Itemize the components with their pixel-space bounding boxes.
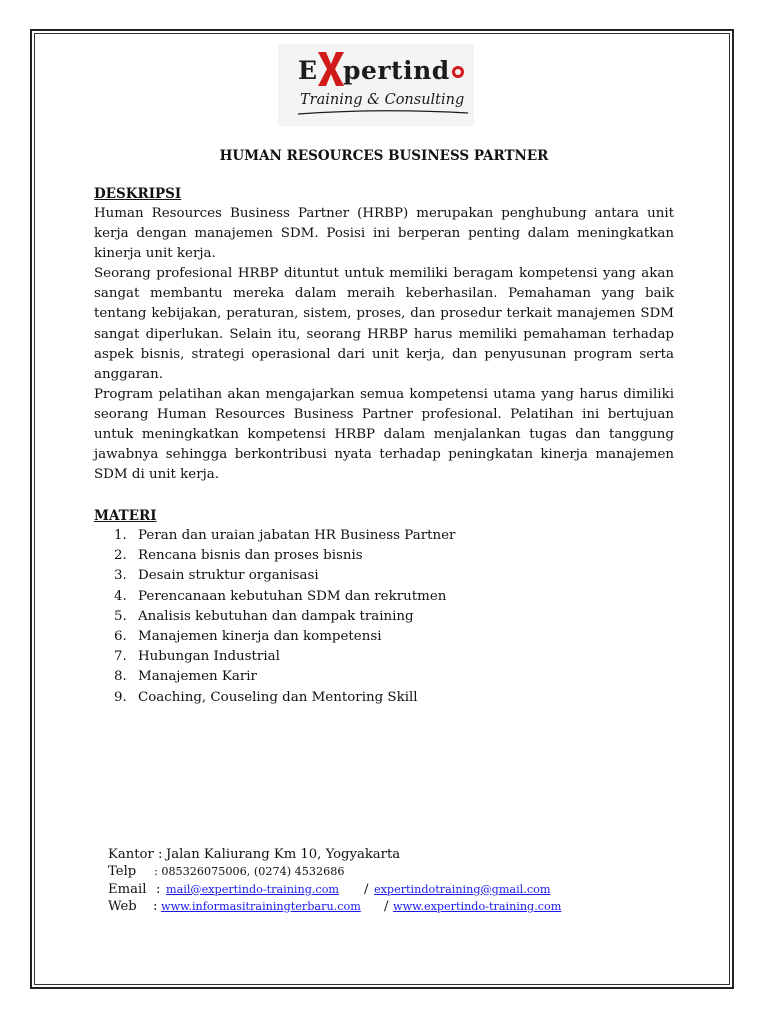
logo-red-x-icon [316,50,346,88]
kantor-value: Jalan Kaliurang Km 10, Yogyakarta [166,847,401,862]
logo-o-dot-icon [452,66,464,78]
web-link-informasi[interactable]: www.informasitrainingterbaru.com [161,899,361,913]
materi-item [94,546,455,566]
web-separator: / [384,898,389,914]
web-link-expertindo[interactable]: www.expertindo-training.com [393,899,562,913]
logo-swoosh-icon [298,108,468,118]
materi-text: Rencana bisnis dan proses bisnis [138,548,363,564]
materi-text: Perencanaan kebutuhan SDM dan rekrutmen [138,588,447,604]
materi-number: 3. [114,568,127,584]
email-separator: / [364,881,369,897]
materi-item [94,526,455,546]
materi-text: Peran dan uraian jabatan HR Business Partner [138,528,456,543]
logo-letter-e: E [298,56,318,85]
deskripsi-paragraph-3: Program pelatihan akan mengajarkan semua kompetensi utama yang harus dimiliki seorang Human Resources Business Partner profesional. Pelatihan ini bertujuan untuk meningkatkan kompetensi HRBP dalam menjalankan tugas dan tanggung jawabnya sehingga berkontribusi nyata terhadap peningkatan kinerja manajemen SDM di unit kerja. [94,386,674,483]
materi-number: 2. [114,548,127,564]
materi-number: 1. [114,528,127,543]
materi-text: Analisis kebutuhan dan dampak training [138,608,414,624]
materi-number: 7. [114,649,127,665]
email-label: Email [108,881,147,897]
telp-label: Telp [108,864,137,880]
web-colon: : [153,898,158,914]
logo-word: pertind [343,56,450,85]
materi-heading: MATERI [94,508,157,524]
company-logo [278,44,474,126]
materi-text: Coaching, Couseling dan Mentoring Skill [138,689,418,705]
materi-text: Manajemen Karir [138,669,257,685]
materi-number: 6. [114,629,127,645]
document-title: HUMAN RESOURCES BUSINESS PARTNER [219,148,549,164]
materi-item [94,566,455,586]
materi-item [94,667,455,687]
materi-item [94,607,455,627]
deskripsi-heading: DESKRIPSI [94,186,182,202]
deskripsi-text [94,204,674,485]
deskripsi-paragraph-2: Seorang profesional HRBP dituntut untuk memiliki beragam kompetensi yang akan sangat membantu mereka dalam meraih keberhasilan. Pemahaman yang baik tentang kebijakan, peraturan, sistem, proses, dan prosedur terkait manajemen SDM sangat diperlukan. Selain itu, seorang HRBP harus memiliki pemahaman terhadap aspek bisnis, strategi operasional dari unit kerja, dan penyusunan program serta anggaran. [94,266,674,382]
materi-item [94,688,455,708]
materi-text: Hubungan Industrial [138,649,280,665]
materi-number: 8. [114,669,127,685]
materi-number: 9. [114,689,127,705]
materi-text: Manajemen kinerja dan kompetensi [138,629,382,645]
kantor-label: Kantor : [108,847,163,862]
materi-item [94,647,455,667]
materi-item [94,587,455,607]
email-colon: : [156,881,161,897]
email-link-primary[interactable]: mail@expertindo-training.com [166,882,340,896]
materi-text: Desain struktur organisasi [138,568,319,584]
materi-item [94,627,455,647]
deskripsi-paragraph-1: Human Resources Business Partner (HRBP) merupakan penghubung antara unit kerja dengan manajemen SDM. Posisi ini berperan penting dalam meningkatkan kinerja unit kerja. [94,206,674,262]
materi-list [94,526,455,708]
telp-value: : 085326075006, (0274) 4532686 [154,865,345,879]
logo-tagline: Training & Consulting [300,92,465,108]
web-label: Web [108,898,137,914]
email-link-gmail[interactable]: expertindotraining@gmail.com [374,882,551,896]
materi-number: 4. [114,588,127,604]
materi-number: 5. [114,608,127,624]
